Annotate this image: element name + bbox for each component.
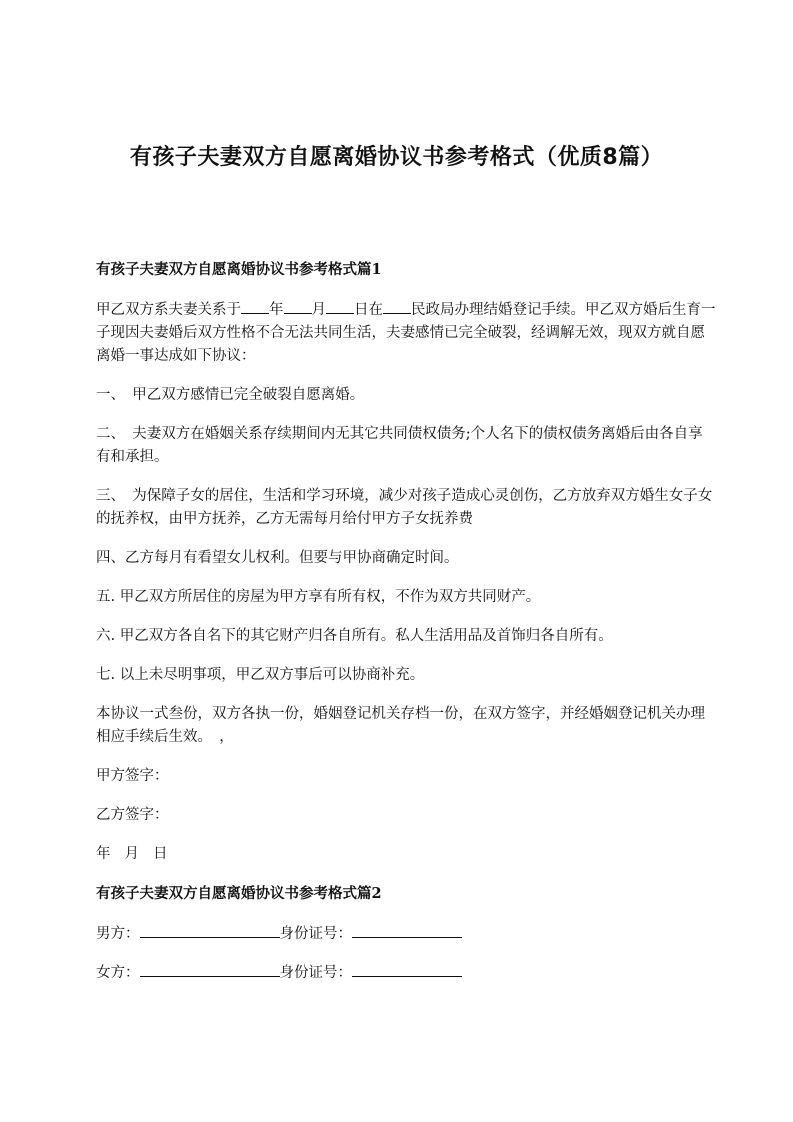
signature-a: 甲方签字： xyxy=(96,768,169,784)
section-1-intro xyxy=(96,299,716,368)
intro-part-3: 月 xyxy=(311,302,326,318)
agreement-item-4: 四、乙方每月有看望女儿权利。但要与甲协商确定时间。 xyxy=(96,550,459,566)
date-year-label: 年 xyxy=(96,846,111,862)
agreement-item-7: 七. 以上未尽明事项，甲乙双方事后可以协商补充。 xyxy=(96,667,425,683)
female-label: 女方： xyxy=(96,965,140,981)
agreement-item-5: 五. 甲乙双方所居住的房屋为甲方享有所有权，不作为双方共同财产。 xyxy=(96,589,541,605)
intro-part-2: 年 xyxy=(269,302,284,318)
male-name-blank xyxy=(140,923,280,938)
intro-part-4: 日在 xyxy=(354,302,383,318)
day-blank xyxy=(326,299,354,314)
section-2-heading: 有孩子夫妻双方自愿离婚协议书参考格式篇2 xyxy=(96,885,382,902)
intro-part-5: 民政局办理结婚登记手续。甲乙双方婚后生育一子现因夫妻婚后双方性格不合无法共同生活，夫妻感情已完全破裂，经调解无效，现双方就自愿离婚一事达成如下协议： xyxy=(96,302,716,364)
female-id-label: 身份证号： xyxy=(279,965,352,981)
male-label: 男方： xyxy=(96,926,140,942)
section-1-heading: 有孩子夫妻双方自愿离婚协议书参考格式篇1 xyxy=(96,261,382,278)
male-id-blank xyxy=(352,923,462,938)
female-name-blank xyxy=(140,962,280,977)
agreement-closing: 本协议一式叁份，双方各执一份，婚姻登记机关存档一份，在双方签字，并经婚姻登记机关办理相应手续后生效。 ， xyxy=(96,706,705,745)
agreement-item-3: 三、 为保障子女的居住，生活和学习环境，减少对孩子造成心灵创伤，乙方放弃双方婚生女子女的抚养权，由甲方抚养，乙方无需每月给付甲方子女抚养费 xyxy=(96,488,713,527)
document-body xyxy=(96,258,716,1001)
female-id-blank xyxy=(352,962,462,977)
document-title: 有孩子夫妻双方自愿离婚协议书参考格式（优质8篇） xyxy=(129,145,664,170)
date-day-label: 日 xyxy=(153,846,168,862)
bureau-blank xyxy=(383,299,411,314)
intro-part-1: 甲乙双方系夫妻关系于 xyxy=(96,302,241,318)
agreement-item-1: 一、 甲乙双方感情已完全破裂自愿离婚。 xyxy=(96,387,365,403)
date-month-label: 月 xyxy=(124,846,139,862)
date-line xyxy=(96,843,716,866)
agreement-item-6: 六. 甲乙双方各自名下的其它财产归各自所有。私人生活用品及首饰归各自所有。 xyxy=(96,628,613,644)
female-info-line xyxy=(96,962,716,985)
year-blank xyxy=(241,299,269,314)
month-blank xyxy=(284,299,312,314)
male-id-label: 身份证号： xyxy=(279,926,352,942)
agreement-item-2: 二、 夫妻双方在婚姻关系存续期间内无其它共同债权债务;个人名下的债权债务离婚后由各自享有和承担。 xyxy=(96,426,703,465)
male-info-line xyxy=(96,923,716,946)
signature-b: 乙方签字： xyxy=(96,807,169,823)
